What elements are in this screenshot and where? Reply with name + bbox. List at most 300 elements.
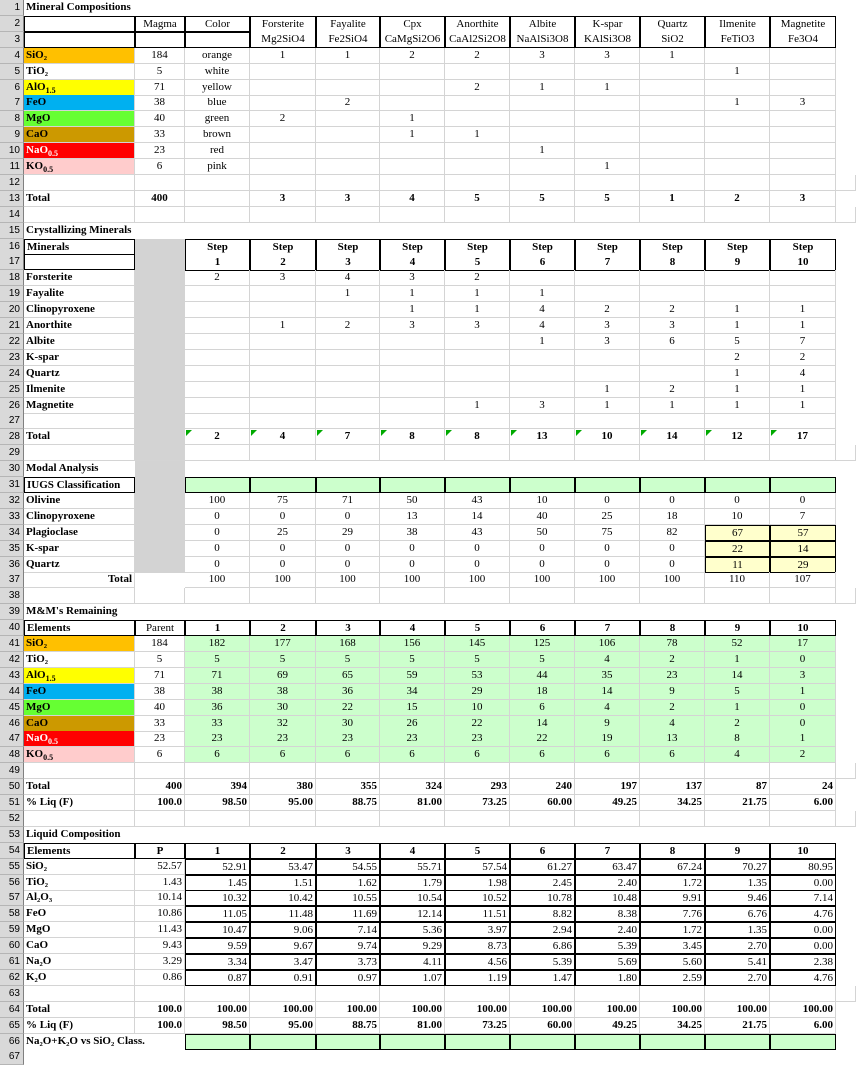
remaining-value[interactable]: 1 <box>770 684 836 700</box>
element-label[interactable]: MgO <box>24 111 135 127</box>
cell[interactable] <box>770 763 836 779</box>
liq-value[interactable]: 60.00 <box>510 795 575 811</box>
cell[interactable] <box>640 986 705 1002</box>
step-col-header[interactable]: 3 <box>316 620 380 636</box>
total-label[interactable]: Total <box>24 1002 135 1018</box>
cell[interactable] <box>510 986 575 1002</box>
section-title[interactable]: Crystallizing Minerals <box>26 223 132 236</box>
remaining-value[interactable]: 6 <box>640 747 705 763</box>
remaining-value[interactable]: 2 <box>640 652 705 668</box>
step-value[interactable]: 4 <box>316 270 380 286</box>
step-value[interactable] <box>250 334 316 350</box>
cell[interactable] <box>185 588 250 604</box>
modal-value[interactable]: 82 <box>640 525 705 541</box>
liquid-value[interactable]: 80.95 <box>770 859 836 875</box>
step-col-header[interactable]: 4 <box>380 843 445 859</box>
remaining-value[interactable]: 6 <box>510 700 575 716</box>
step-value[interactable]: 1 <box>770 302 836 318</box>
cell[interactable] <box>445 207 510 223</box>
remaining-value[interactable]: 8 <box>705 731 770 747</box>
iugs-class-cell[interactable] <box>640 477 705 493</box>
mineral-label[interactable]: Quartz <box>24 366 135 382</box>
modal-value[interactable]: 0 <box>640 541 705 557</box>
step-value[interactable] <box>770 286 836 302</box>
class-cell[interactable] <box>510 1034 575 1050</box>
stoich-value[interactable] <box>705 127 770 143</box>
remaining-value[interactable]: 33 <box>185 716 250 732</box>
liquid-value[interactable]: 2.59 <box>640 970 705 986</box>
liquid-value[interactable]: 1.62 <box>316 875 380 891</box>
liquid-value[interactable]: 7.14 <box>316 922 380 938</box>
remaining-value[interactable]: 23 <box>316 731 380 747</box>
step-value[interactable]: 1 <box>705 382 770 398</box>
step-value[interactable] <box>316 302 380 318</box>
step-value[interactable]: 3 <box>380 318 445 334</box>
step-total[interactable]: 8 <box>380 429 445 445</box>
iugs-class-cell[interactable] <box>250 477 316 493</box>
parent-header[interactable]: P <box>135 843 185 859</box>
cell[interactable] <box>185 207 250 223</box>
row-header[interactable]: 36 <box>0 557 24 573</box>
step-total[interactable]: 7 <box>316 429 380 445</box>
stoich-value[interactable] <box>445 64 510 80</box>
remaining-value[interactable]: 22 <box>510 731 575 747</box>
cell[interactable] <box>185 986 250 1002</box>
modal-value[interactable]: 75 <box>250 493 316 509</box>
step-value[interactable]: 1 <box>380 286 445 302</box>
stoich-value[interactable] <box>575 127 640 143</box>
cell[interactable] <box>135 207 185 223</box>
cell[interactable] <box>250 175 316 191</box>
stoich-value[interactable] <box>380 143 445 159</box>
row-header[interactable]: 51 <box>0 795 24 811</box>
cell[interactable] <box>380 811 445 827</box>
cell[interactable] <box>185 32 250 48</box>
liquid-value[interactable]: 4.56 <box>445 954 510 970</box>
remaining-total[interactable]: 394 <box>185 779 250 795</box>
step-value[interactable] <box>185 366 250 382</box>
step-value[interactable] <box>250 366 316 382</box>
remaining-value[interactable]: 0 <box>770 652 836 668</box>
remaining-value[interactable]: 2 <box>770 747 836 763</box>
row-header[interactable]: 57 <box>0 890 24 906</box>
stoich-value[interactable] <box>250 127 316 143</box>
cell[interactable] <box>575 445 640 461</box>
stoich-value[interactable] <box>380 80 445 96</box>
step-value[interactable] <box>185 302 250 318</box>
modal-value[interactable]: 43 <box>445 525 510 541</box>
step-value[interactable] <box>510 270 575 286</box>
cell[interactable] <box>510 588 575 604</box>
remaining-value[interactable]: 71 <box>185 668 250 684</box>
parent-value[interactable]: 10.14 <box>135 890 185 906</box>
remaining-value[interactable]: 30 <box>316 716 380 732</box>
step-total[interactable]: 12 <box>705 429 770 445</box>
magma-value[interactable]: 6 <box>135 159 185 175</box>
modal-mineral-label[interactable]: Clinopyroxene <box>24 509 135 525</box>
magma-value[interactable]: 33 <box>135 127 185 143</box>
parent-value[interactable]: 5 <box>135 652 185 668</box>
stoich-value[interactable] <box>380 95 445 111</box>
remaining-value[interactable]: 17 <box>770 636 836 652</box>
row-header[interactable]: 61 <box>0 954 24 970</box>
liquid-value[interactable]: 9.46 <box>705 890 770 906</box>
liquid-total[interactable]: 100.00 <box>510 1002 575 1018</box>
step-value[interactable]: 1 <box>316 286 380 302</box>
liq-value[interactable]: 49.25 <box>575 1018 640 1034</box>
step-value[interactable]: 1 <box>510 286 575 302</box>
step-value[interactable] <box>250 286 316 302</box>
liquid-value[interactable]: 9.91 <box>640 890 705 906</box>
mineral-total[interactable]: 3 <box>316 191 380 207</box>
remaining-value[interactable]: 10 <box>445 700 510 716</box>
mineral-total[interactable]: 3 <box>770 191 836 207</box>
liquid-value[interactable]: 5.69 <box>575 954 640 970</box>
row-header[interactable]: 66 <box>0 1034 24 1050</box>
step-value[interactable]: 1 <box>445 398 510 414</box>
liquid-value[interactable]: 2.70 <box>705 938 770 954</box>
remaining-value[interactable]: 4 <box>705 747 770 763</box>
stoich-value[interactable] <box>316 111 380 127</box>
cell[interactable] <box>836 588 856 604</box>
modal-value[interactable]: 14 <box>445 509 510 525</box>
liquid-value[interactable]: 9.67 <box>250 938 316 954</box>
remaining-value[interactable]: 32 <box>250 716 316 732</box>
mineral-label[interactable]: K-spar <box>24 350 135 366</box>
step-value[interactable]: 1 <box>445 286 510 302</box>
stoich-value[interactable]: 1 <box>575 80 640 96</box>
step-value[interactable]: 3 <box>380 270 445 286</box>
stoich-value[interactable]: 1 <box>510 143 575 159</box>
row-header[interactable]: 35 <box>0 541 24 557</box>
cell[interactable] <box>250 588 316 604</box>
cell[interactable] <box>640 175 705 191</box>
step-value[interactable]: 1 <box>250 318 316 334</box>
row-header[interactable]: 54 <box>0 843 24 859</box>
color-header[interactable]: Color <box>185 16 250 32</box>
modal-value[interactable]: 0 <box>185 525 250 541</box>
liquid-value[interactable]: 1.51 <box>250 875 316 891</box>
row-header[interactable]: 63 <box>0 986 24 1002</box>
magma-header[interactable]: Magma <box>135 16 185 32</box>
cell[interactable] <box>510 175 575 191</box>
parent-value[interactable]: 38 <box>135 684 185 700</box>
modal-total[interactable]: 110 <box>705 572 770 588</box>
row-header[interactable]: 24 <box>0 366 24 382</box>
modal-value[interactable]: 0 <box>185 541 250 557</box>
liquid-value[interactable]: 10.42 <box>250 890 316 906</box>
liquid-value[interactable]: 5.60 <box>640 954 705 970</box>
remaining-value[interactable]: 182 <box>185 636 250 652</box>
liquid-total[interactable]: 100.00 <box>640 1002 705 1018</box>
modal-value[interactable]: 43 <box>445 493 510 509</box>
liq-value[interactable]: 88.75 <box>316 1018 380 1034</box>
step-value[interactable] <box>185 318 250 334</box>
stoich-value[interactable] <box>705 48 770 64</box>
modal-value[interactable]: 0 <box>250 541 316 557</box>
cell[interactable] <box>445 588 510 604</box>
modal-value[interactable]: 0 <box>185 557 250 573</box>
oxide-label[interactable]: FeO <box>24 906 135 922</box>
cell[interactable] <box>380 986 445 1002</box>
step-value[interactable] <box>250 382 316 398</box>
remaining-value[interactable]: 26 <box>380 716 445 732</box>
stoich-value[interactable] <box>445 159 510 175</box>
step-value[interactable]: 2 <box>640 302 705 318</box>
liquid-total[interactable]: 100.00 <box>250 1002 316 1018</box>
stoich-value[interactable]: 3 <box>510 48 575 64</box>
element-label[interactable] <box>24 731 135 747</box>
liq-value[interactable]: 81.00 <box>380 1018 445 1034</box>
liquid-value[interactable]: 3.73 <box>316 954 380 970</box>
step-col-header[interactable]: 6 <box>510 843 575 859</box>
cell[interactable] <box>185 191 250 207</box>
liquid-total[interactable]: 100.00 <box>185 1002 250 1018</box>
liq-value[interactable]: 6.00 <box>770 1018 836 1034</box>
iugs-class-cell[interactable] <box>445 477 510 493</box>
liquid-value[interactable]: 8.38 <box>575 906 640 922</box>
remaining-value[interactable]: 5 <box>510 652 575 668</box>
step-value[interactable] <box>185 350 250 366</box>
modal-value[interactable]: 75 <box>575 525 640 541</box>
iugs-class-cell[interactable] <box>380 477 445 493</box>
stoich-value[interactable]: 3 <box>770 95 836 111</box>
mineral-label[interactable]: Forsterite <box>24 270 135 286</box>
step-value[interactable] <box>380 334 445 350</box>
liquid-value[interactable]: 53.47 <box>250 859 316 875</box>
mineral-label[interactable]: Magnetite <box>24 398 135 414</box>
liquid-value[interactable]: 8.73 <box>445 938 510 954</box>
liq-value[interactable]: 98.50 <box>185 1018 250 1034</box>
row-header[interactable]: 41 <box>0 636 24 652</box>
section-title[interactable]: Modal Analysis <box>26 462 99 475</box>
step-col-header[interactable]: 2 <box>250 620 316 636</box>
cell[interactable] <box>24 16 135 32</box>
elements-header[interactable]: Elements <box>24 620 135 636</box>
cell[interactable] <box>705 986 770 1002</box>
row-header[interactable]: 9 <box>0 127 24 143</box>
step-value[interactable]: 2 <box>445 270 510 286</box>
cell[interactable] <box>445 763 510 779</box>
step-value[interactable] <box>380 398 445 414</box>
step-value[interactable]: 1 <box>770 382 836 398</box>
step-value[interactable]: 1 <box>705 318 770 334</box>
remaining-value[interactable]: 36 <box>316 684 380 700</box>
remaining-value[interactable]: 6 <box>510 747 575 763</box>
iugs-class-cell[interactable] <box>316 477 380 493</box>
elements-header[interactable]: Elements <box>24 843 135 859</box>
row-header[interactable]: 6 <box>0 80 24 96</box>
total-label[interactable]: Total <box>24 572 135 588</box>
cell[interactable] <box>575 986 640 1002</box>
liquid-value[interactable]: 70.27 <box>705 859 770 875</box>
row-header[interactable]: 45 <box>0 700 24 716</box>
remaining-value[interactable]: 5 <box>185 652 250 668</box>
remaining-value[interactable]: 23 <box>640 668 705 684</box>
step-value[interactable]: 1 <box>640 398 705 414</box>
cell[interactable] <box>135 763 185 779</box>
step-value[interactable] <box>640 350 705 366</box>
cell[interactable] <box>510 413 575 429</box>
liquid-value[interactable]: 57.54 <box>445 859 510 875</box>
step-value[interactable]: 4 <box>510 318 575 334</box>
cell[interactable] <box>250 413 316 429</box>
modal-value[interactable]: 0 <box>770 493 836 509</box>
cell[interactable] <box>135 811 185 827</box>
cell[interactable] <box>316 588 380 604</box>
stoich-value[interactable] <box>250 64 316 80</box>
step-value[interactable] <box>250 302 316 318</box>
step-value[interactable] <box>445 334 510 350</box>
remaining-value[interactable]: 35 <box>575 668 640 684</box>
step-value[interactable]: 1 <box>705 366 770 382</box>
step-col-header[interactable]: 5 <box>445 620 510 636</box>
liquid-value[interactable]: 9.06 <box>250 922 316 938</box>
row-header[interactable]: 31 <box>0 477 24 493</box>
row-header[interactable]: 59 <box>0 922 24 938</box>
liq-value[interactable]: 21.75 <box>705 1018 770 1034</box>
oxide-label[interactable]: Al₂O₃ <box>24 890 135 906</box>
step-value[interactable]: 1 <box>510 334 575 350</box>
step-col-header[interactable]: 3 <box>316 843 380 859</box>
total-label[interactable]: Total <box>24 779 135 795</box>
step-value[interactable] <box>705 270 770 286</box>
step-col-header[interactable]: 9 <box>705 620 770 636</box>
class-cell[interactable] <box>316 1034 380 1050</box>
step-total[interactable]: 17 <box>770 429 836 445</box>
element-label[interactable]: SiO₂ <box>24 48 135 64</box>
liquid-value[interactable]: 0.00 <box>770 922 836 938</box>
row-header[interactable]: 43 <box>0 668 24 684</box>
liquid-value[interactable]: 9.74 <box>316 938 380 954</box>
liquid-value[interactable]: 10.55 <box>316 890 380 906</box>
liquid-value[interactable]: 1.80 <box>575 970 640 986</box>
row-header[interactable]: 28 <box>0 429 24 445</box>
liq-value[interactable]: 73.25 <box>445 1018 510 1034</box>
cell[interactable] <box>24 207 135 223</box>
step-value[interactable] <box>445 382 510 398</box>
cell[interactable] <box>575 175 640 191</box>
modal-value[interactable]: 50 <box>510 525 575 541</box>
stoich-value[interactable]: 1 <box>250 48 316 64</box>
mineral-total[interactable]: 5 <box>575 191 640 207</box>
modal-total[interactable]: 100 <box>250 572 316 588</box>
stoich-value[interactable]: 1 <box>445 127 510 143</box>
element-label[interactable]: FeO <box>24 684 135 700</box>
element-label[interactable]: SiO₂ <box>24 636 135 652</box>
modal-value[interactable]: 0 <box>316 541 380 557</box>
row-header[interactable]: 56 <box>0 875 24 891</box>
row-header[interactable]: 2 <box>0 16 24 32</box>
element-label[interactable]: TiO₂ <box>24 652 135 668</box>
mineral-total[interactable]: 2 <box>705 191 770 207</box>
modal-value[interactable]: 0 <box>640 557 705 573</box>
cell[interactable] <box>640 811 705 827</box>
step-value[interactable] <box>316 366 380 382</box>
oxide-label[interactable]: Na₂O <box>24 954 135 970</box>
color-value[interactable]: red <box>185 143 250 159</box>
remaining-value[interactable]: 69 <box>250 668 316 684</box>
iugs-class-cell[interactable] <box>575 477 640 493</box>
liquid-value[interactable]: 0.97 <box>316 970 380 986</box>
cell[interactable] <box>770 811 836 827</box>
cell[interactable] <box>445 413 510 429</box>
modal-value[interactable]: 0 <box>445 557 510 573</box>
liq-value[interactable]: 49.25 <box>575 795 640 811</box>
row-header[interactable]: 17 <box>0 254 24 270</box>
modal-total[interactable]: 100 <box>185 572 250 588</box>
modal-mineral-label[interactable]: Plagioclase <box>24 525 135 541</box>
step-value[interactable]: 1 <box>770 398 836 414</box>
row-header[interactable]: 12 <box>0 175 24 191</box>
step-value[interactable] <box>316 398 380 414</box>
cell[interactable] <box>510 207 575 223</box>
row-header[interactable]: 42 <box>0 652 24 668</box>
row-header[interactable]: 33 <box>0 509 24 525</box>
liquid-value[interactable]: 1.47 <box>510 970 575 986</box>
modal-value[interactable]: 22 <box>705 541 770 557</box>
oxide-label[interactable]: SiO₂ <box>24 859 135 875</box>
cell[interactable] <box>705 445 770 461</box>
cell[interactable] <box>185 445 250 461</box>
remaining-value[interactable]: 4 <box>575 652 640 668</box>
remaining-value[interactable]: 44 <box>510 668 575 684</box>
cell[interactable] <box>770 588 836 604</box>
modal-value[interactable]: 0 <box>510 557 575 573</box>
row-header[interactable]: 32 <box>0 493 24 509</box>
liquid-value[interactable]: 1.98 <box>445 875 510 891</box>
iugs-class-cell[interactable] <box>705 477 770 493</box>
liquid-value[interactable]: 0.00 <box>770 938 836 954</box>
element-label[interactable]: CaO <box>24 716 135 732</box>
row-header[interactable]: 50 <box>0 779 24 795</box>
color-value[interactable]: brown <box>185 127 250 143</box>
cell[interactable] <box>250 986 316 1002</box>
row-header[interactable]: 67 <box>0 1049 24 1065</box>
modal-value[interactable]: 50 <box>380 493 445 509</box>
stoich-value[interactable] <box>705 80 770 96</box>
liquid-value[interactable]: 1.79 <box>380 875 445 891</box>
step-value[interactable]: 2 <box>185 270 250 286</box>
modal-value[interactable]: 0 <box>316 557 380 573</box>
stoich-value[interactable] <box>770 127 836 143</box>
step-value[interactable] <box>575 350 640 366</box>
cell[interactable] <box>705 207 770 223</box>
liq-value[interactable]: 88.75 <box>316 795 380 811</box>
remaining-value[interactable]: 30 <box>250 700 316 716</box>
liquid-value[interactable]: 9.29 <box>380 938 445 954</box>
row-header[interactable]: 10 <box>0 143 24 159</box>
cell[interactable] <box>185 811 250 827</box>
liquid-value[interactable]: 11.51 <box>445 906 510 922</box>
cell[interactable] <box>575 811 640 827</box>
cell[interactable] <box>24 445 135 461</box>
cell[interactable] <box>380 588 445 604</box>
parent-value[interactable]: 33 <box>135 716 185 732</box>
element-label[interactable]: MgO <box>24 700 135 716</box>
remaining-total[interactable]: 87 <box>705 779 770 795</box>
modal-value[interactable]: 0 <box>185 509 250 525</box>
parent-header[interactable]: Parent <box>135 620 185 636</box>
remaining-value[interactable]: 14 <box>510 716 575 732</box>
stoich-value[interactable] <box>510 64 575 80</box>
liquid-value[interactable]: 10.32 <box>185 890 250 906</box>
remaining-value[interactable]: 125 <box>510 636 575 652</box>
liquid-value[interactable]: 10.54 <box>380 890 445 906</box>
modal-mineral-label[interactable]: K-spar <box>24 541 135 557</box>
step-value[interactable] <box>445 350 510 366</box>
remaining-total[interactable]: 293 <box>445 779 510 795</box>
